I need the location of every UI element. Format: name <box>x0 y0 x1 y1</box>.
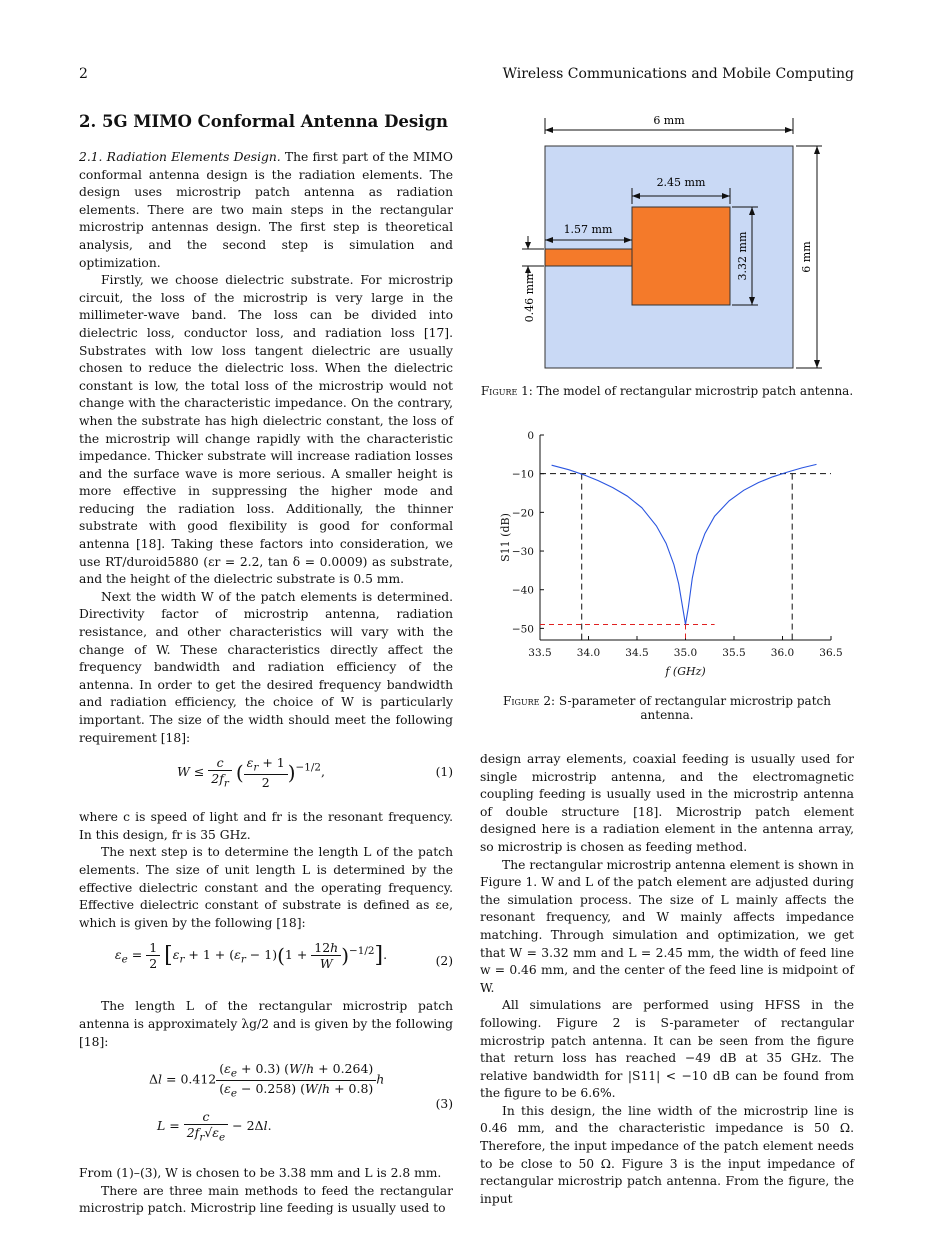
x-tick-label: 34.5 <box>625 647 649 659</box>
equation-1-number: (1) <box>435 765 453 780</box>
equation-3: Δl = 0.412 $\frac{(\varepsilon_e + 0.3) (W/h + 0.264)}{(\varepsilon_e - 0.258) (W/h + 0.8)}$ h L = $\frac{c}{2f_r√\varepsilon_e}$ − 2Δl. (3) <box>149 1061 453 1144</box>
paragraph-1-text: The first part of the MIMO conformal antenna design is the radiation elements. The design uses microstrip patch antenna as radiation elements. There are two main steps in the rectangular microstrip antennas design. The first step is theoretical analysis, and the second step is simulation and optimization. <box>79 150 453 270</box>
x-tick-label: 36.5 <box>819 647 843 659</box>
figure-2-caption-text: S-parameter of rectangular microstrip patch antenna. <box>558 694 831 722</box>
right-paragraph-1: design array elements, coaxial feeding is usually used for single microstrip antenna, and the electromagnetic coupling feeding is usually used in the microstrip antenna of double structure [18]. Microstrip patch element designed here is a radiation element in the antenna array, so microstrip is chosen as feeding method. <box>480 752 854 854</box>
paragraph-2: Firstly, we choose dielectric substrate. For microstrip circuit, the loss of the microstrip is very large in the millimeter-wave band. The loss can be divided into dielectric loss, conductor loss, and radiation loss [17]. Substrates with low loss tangent dielectric are usually chosen to reduce the dielectric loss. When the dielectric constant is low, the total loss of the microstrip would not change with the characteristic impedance. On the contrary, when the substrate has high dielectric constant, the loss of the microstrip will change rapidly with the characteristic impedance. Thicker substrate will increase radiation losses and the surface wave is more serious. A smaller height is more effective in suppressing the higher mode and reducing the radiation loss. Additionally, the thinner substrate with good flexibility is good for conformal antenna [18]. Taking these factors into consideration, we use RT/duroid5880 (εr = 2.2, tan δ = 0.0009) as substrate, and the height of the dielectric substrate is 0.5 mm. <box>79 273 453 587</box>
y-tick-label: −10 <box>511 468 534 481</box>
dim-substrate-width: 6 mm <box>653 114 685 127</box>
paragraph-7: From (1)–(3), W is chosen to be 3.38 mm and L is 2.8 mm. <box>79 1166 442 1181</box>
paragraph-5: The next step is to determine the length L of the patch elements. The size of unit length L is determined by the effective dielectric constant and the operating frequency. Effective dielectric constant of substrate is defined as εe, which is given by the following [18]: <box>79 845 453 930</box>
figure-1-diagram <box>520 112 840 372</box>
figure-1-caption-text: The model of rectangular microstrip patch antenna. <box>536 384 854 398</box>
dim-patch-width: 3.32 mm <box>736 231 749 281</box>
series-line-s11 <box>552 464 817 624</box>
right-paragraph-3: All simulations are performed using HFSS in the following. Figure 2 is S-parameter of rectangular microstrip patch antenna. It can be seen from the figure that return loss has reached −49 dB at 35 GHz. The relative bandwidth for |S11| < −10 dB can be found from the figure to be 6.6%. <box>480 998 854 1101</box>
dim-patch-length: 2.45 mm <box>656 176 706 189</box>
x-tick-label: 33.5 <box>528 647 552 659</box>
y-tick-label: −30 <box>511 546 534 559</box>
right-paragraph-2: The rectangular microstrip antenna element is shown in Figure 1. W and L of the patch element are adjusted during the simulation process. The size of L mainly affects the resonant frequency, and W mainly affects impedance matching. Through simulation and optimization, we get that W = 3.32 mm and L = 2.45 mm, the width of feed line w = 0.46 mm, and the center of the feed line is midpoint of W. <box>480 857 854 995</box>
x-tick-label: 35.0 <box>673 647 698 659</box>
x-tick-label: 36.0 <box>770 647 795 659</box>
subsection-heading: 2.1. Radiation Elements Design. <box>79 150 281 164</box>
dim-feed-width: 0.46 mm <box>523 273 536 323</box>
right-paragraph-4: In this design, the line width of the microstrip line is 0.46 mm, and the characteristic impedance is 50 Ω. Therefore, the input impedance of the patch element needs to be close to 50 Ω. Figure 3 is the input impedance of rectangular microstrip patch antenna. From the figure, the input <box>480 1103 854 1206</box>
figure-1-caption-label: Figure 1: <box>480 384 533 398</box>
section-title: 2. 5G MIMO Conformal Antenna Design <box>79 112 448 131</box>
equation-3-number: (3) <box>435 1097 453 1112</box>
paragraph-4: where c is speed of light and fr is the resonant frequency. In this design, fr is 35 GHz. <box>79 810 453 842</box>
figure-2-caption-label: Figure 2: <box>503 694 555 708</box>
y-tick-label: 0 <box>527 430 534 442</box>
figure-1-caption <box>480 384 854 398</box>
x-axis-label: f (GHz) <box>665 665 706 678</box>
feed-line <box>545 249 632 266</box>
paragraph-1 <box>79 149 453 272</box>
y-tick-label: −40 <box>511 584 534 597</box>
paragraph-8: There are three main methods to feed the rectangular microstrip patch. Microstrip line feeding is usually used to <box>79 1183 453 1216</box>
y-axis-label: S11 (dB) <box>499 513 512 562</box>
y-tick-label: −50 <box>511 623 534 636</box>
left-column <box>79 112 453 1218</box>
dim-substrate-height: 6 mm <box>800 241 813 273</box>
running-head: Wireless Communications and Mobile Computing <box>502 66 854 82</box>
figure-2-caption <box>480 694 854 722</box>
equation-2: $\varepsilon_e$ = $\frac{1}{2}$ [$\varepsilon_r + 1 + (\varepsilon_r - 1)(1$ + $\frac{12h}{W}$ )$^{-1/2}$]. (2) <box>114 940 453 972</box>
equation-1: W ≤ $\frac{c}{2f_r}$ ( $\frac{\varepsilon_r + 1}{2}$ )$^{-1/2}$, (1) <box>177 755 453 790</box>
x-tick-label: 35.5 <box>722 647 746 659</box>
equation-2-number: (2) <box>435 954 453 969</box>
paragraph-6: The length L of the rectangular microstrip patch antenna is approximately λg/2 and is given by the following [18]: <box>79 999 453 1049</box>
right-column <box>480 751 854 1208</box>
page-number: 2 <box>79 66 88 82</box>
x-tick-label: 34.0 <box>576 647 601 659</box>
y-tick-label: −20 <box>511 507 534 520</box>
patch <box>632 207 730 305</box>
paragraph-3: Next the width W of the patch elements is determined. Directivity factor of microstrip antenna, radiation resistance, and other characteristics will vary with the change of W. These characteristics directly affect the frequency bandwidth and radiation efficiency of the antenna. In order to get the desired frequency bandwidth and radiation efficiency, the choice of W is particularly important. The size of the width should meet the following requirement [18]: <box>79 589 453 745</box>
dim-feed-length: 1.57 mm <box>563 223 613 236</box>
figure-2-chart <box>495 425 845 685</box>
